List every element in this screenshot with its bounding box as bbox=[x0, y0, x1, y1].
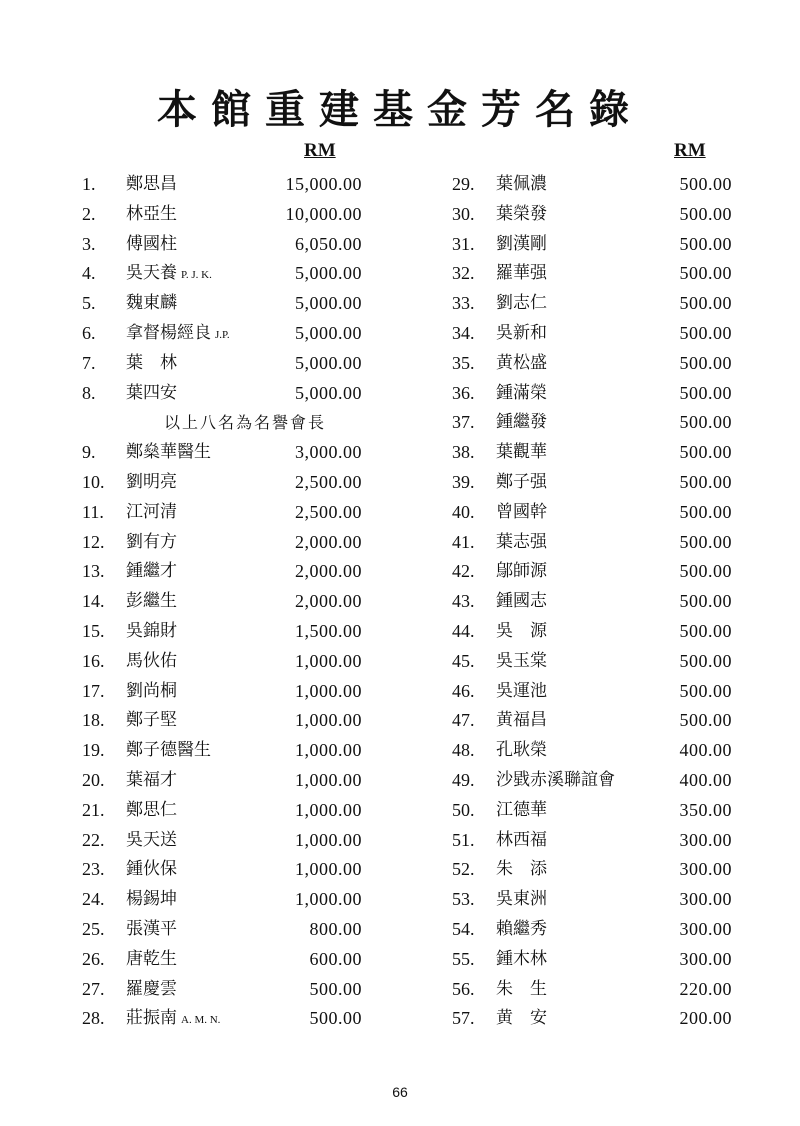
donor-row bbox=[452, 498, 752, 528]
donation-amount: 500.00 bbox=[679, 471, 732, 492]
donor-number: 10. bbox=[82, 471, 105, 492]
donor-name: 劉有方 bbox=[126, 531, 177, 552]
donor-name: 吳新和 bbox=[496, 322, 547, 343]
donor-row bbox=[452, 915, 752, 945]
donation-amount: 350.00 bbox=[679, 799, 732, 820]
donor-number: 49. bbox=[452, 769, 475, 790]
donation-amount: 15,000.00 bbox=[285, 174, 362, 194]
donation-amount: 500.00 bbox=[679, 680, 732, 701]
donation-amount: 300.00 bbox=[679, 859, 732, 880]
donor-title-tag: A. M. N. bbox=[181, 1014, 221, 1027]
donor-name-cell bbox=[496, 915, 547, 945]
donor-name-cell bbox=[126, 826, 177, 856]
donor-number: 2. bbox=[82, 203, 96, 224]
donation-amount: 800.00 bbox=[309, 918, 362, 939]
donor-name-cell bbox=[496, 975, 547, 1005]
donor-row bbox=[82, 259, 382, 289]
donor-row bbox=[82, 289, 382, 319]
donation-amount: 500.00 bbox=[679, 650, 732, 671]
donor-number: 34. bbox=[452, 322, 475, 343]
donor-row bbox=[82, 557, 382, 587]
donor-row bbox=[82, 468, 382, 498]
donor-name-cell bbox=[496, 885, 547, 915]
donor-name: 吳運池 bbox=[496, 680, 547, 701]
donor-name: 鄭思昌 bbox=[126, 174, 177, 194]
donation-amount: 500.00 bbox=[679, 263, 732, 284]
donation-amount: 1,000.00 bbox=[295, 769, 362, 790]
donor-name-cell bbox=[496, 677, 547, 707]
donor-name: 鄭思仁 bbox=[126, 799, 177, 820]
donor-name: 鍾木林 bbox=[496, 948, 547, 969]
donor-number: 20. bbox=[82, 769, 105, 790]
donor-name-cell bbox=[496, 647, 547, 677]
donor-number: 50. bbox=[452, 799, 475, 820]
donor-row bbox=[452, 379, 752, 409]
donation-amount: 500.00 bbox=[309, 978, 362, 999]
donation-amount: 500.00 bbox=[679, 233, 732, 254]
donor-row bbox=[82, 677, 382, 707]
donor-name-cell bbox=[126, 528, 177, 558]
donor-name: 唐乾生 bbox=[126, 948, 177, 969]
donor-name-cell bbox=[126, 885, 177, 915]
donor-number: 25. bbox=[82, 918, 105, 939]
donor-name: 吳玉棠 bbox=[496, 650, 547, 671]
donor-name-cell bbox=[496, 945, 547, 975]
donor-row bbox=[82, 319, 382, 349]
donor-number: 43. bbox=[452, 591, 475, 612]
donor-name: 拿督楊經良 bbox=[126, 322, 211, 343]
donor-name: 莊振南 bbox=[126, 1008, 177, 1029]
donor-name: 江河清 bbox=[126, 501, 177, 522]
donor-number: 21. bbox=[82, 799, 105, 820]
donor-number: 30. bbox=[452, 203, 475, 224]
donor-name-cell bbox=[126, 736, 211, 766]
donor-row bbox=[82, 706, 382, 736]
donor-number: 18. bbox=[82, 710, 105, 731]
donor-name-cell bbox=[496, 736, 547, 766]
donor-row bbox=[452, 796, 752, 826]
donation-amount: 1,500.00 bbox=[295, 620, 362, 641]
donor-name: 楊錫坤 bbox=[126, 889, 177, 910]
donor-number: 33. bbox=[452, 293, 475, 314]
donation-amount: 1,000.00 bbox=[295, 829, 362, 850]
donor-name: 林亞生 bbox=[126, 203, 177, 224]
donation-amount: 500.00 bbox=[679, 620, 732, 641]
donor-number: 56. bbox=[452, 978, 475, 999]
donor-row bbox=[452, 885, 752, 915]
donor-row bbox=[82, 170, 382, 200]
donor-name-cell bbox=[126, 647, 177, 677]
donor-column-left bbox=[82, 140, 382, 1034]
donor-number: 19. bbox=[82, 740, 105, 761]
donor-name: 張漢平 bbox=[126, 918, 177, 939]
donor-name: 鍾滿榮 bbox=[496, 382, 547, 403]
donor-name-cell bbox=[496, 796, 547, 826]
donor-number: 40. bbox=[452, 501, 475, 522]
donor-number: 47. bbox=[452, 710, 475, 731]
donor-number: 36. bbox=[452, 382, 475, 403]
donor-number: 17. bbox=[82, 680, 105, 701]
donor-number: 26. bbox=[82, 948, 105, 969]
donor-name: 劉明亮 bbox=[126, 471, 177, 492]
donation-amount: 500.00 bbox=[679, 561, 732, 582]
donor-number: 37. bbox=[452, 412, 475, 433]
donor-name-cell bbox=[126, 170, 177, 200]
donor-name: 羅華强 bbox=[496, 263, 547, 284]
donor-row bbox=[82, 855, 382, 885]
donor-row bbox=[82, 647, 382, 677]
donation-amount: 1,000.00 bbox=[295, 740, 362, 761]
donor-name-cell bbox=[496, 349, 547, 379]
donor-name: 葉志强 bbox=[496, 531, 547, 552]
donation-amount: 2,500.00 bbox=[295, 501, 362, 522]
donor-name: 江德華 bbox=[496, 799, 547, 820]
donor-row bbox=[82, 766, 382, 796]
donor-row bbox=[452, 349, 752, 379]
donation-amount: 500.00 bbox=[679, 322, 732, 343]
donation-amount: 2,000.00 bbox=[295, 531, 362, 552]
donor-name: 魏東麟 bbox=[126, 293, 177, 314]
donor-name-cell bbox=[496, 855, 547, 885]
donor-name-cell bbox=[126, 230, 177, 260]
donor-row bbox=[452, 766, 752, 796]
donation-amount: 1,000.00 bbox=[295, 799, 362, 820]
donor-number: 41. bbox=[452, 531, 475, 552]
donor-name-cell bbox=[126, 289, 177, 319]
donor-name-cell bbox=[126, 200, 177, 230]
donor-row bbox=[82, 736, 382, 766]
donor-row bbox=[82, 587, 382, 617]
donor-name-cell bbox=[126, 945, 177, 975]
donor-name: 鍾國志 bbox=[496, 591, 547, 612]
donation-amount: 5,000.00 bbox=[295, 293, 362, 314]
donor-name-cell bbox=[126, 766, 177, 796]
donor-number: 14. bbox=[82, 591, 105, 612]
donor-name: 彭繼生 bbox=[126, 591, 177, 612]
donor-number: 4. bbox=[82, 263, 96, 284]
donor-name-cell bbox=[496, 408, 547, 438]
donation-amount: 500.00 bbox=[679, 412, 732, 433]
donor-number: 3. bbox=[82, 233, 96, 254]
donor-title-tag: J.P. bbox=[215, 328, 230, 341]
donor-column-right bbox=[452, 140, 752, 1034]
donation-amount: 1,000.00 bbox=[295, 680, 362, 701]
honorary-note: 以上八名為名譽會長 bbox=[164, 413, 327, 433]
note-row bbox=[82, 408, 382, 438]
donor-name: 朱 添 bbox=[496, 859, 547, 880]
donor-number: 15. bbox=[82, 620, 105, 641]
donor-number: 27. bbox=[82, 978, 105, 999]
donor-row bbox=[452, 587, 752, 617]
donation-amount: 5,000.00 bbox=[295, 382, 362, 403]
donor-row bbox=[82, 379, 382, 409]
donation-amount: 500.00 bbox=[309, 1008, 362, 1029]
donation-amount: 2,000.00 bbox=[295, 591, 362, 612]
donor-name: 葉觀華 bbox=[496, 442, 547, 463]
donor-row bbox=[82, 975, 382, 1005]
donor-name: 鍾繼才 bbox=[126, 561, 177, 582]
donor-number: 1. bbox=[82, 174, 96, 194]
donor-row bbox=[452, 319, 752, 349]
donor-number: 53. bbox=[452, 889, 475, 910]
donor-name-cell bbox=[126, 557, 177, 587]
donor-name: 劉志仁 bbox=[496, 293, 547, 314]
donation-amount: 500.00 bbox=[679, 710, 732, 731]
donor-row bbox=[82, 885, 382, 915]
donation-amount: 5,000.00 bbox=[295, 322, 362, 343]
donor-row bbox=[452, 736, 752, 766]
donation-amount: 5,000.00 bbox=[295, 352, 362, 373]
donor-name-cell bbox=[496, 587, 547, 617]
donor-name-cell bbox=[496, 200, 547, 230]
donor-number: 5. bbox=[82, 293, 96, 314]
donor-name-cell bbox=[126, 706, 177, 736]
donation-amount: 10,000.00 bbox=[285, 203, 362, 224]
donor-row bbox=[82, 915, 382, 945]
donor-name-cell bbox=[496, 230, 547, 260]
donor-number: 46. bbox=[452, 680, 475, 701]
donor-name: 鄔師源 bbox=[496, 561, 547, 582]
donation-amount: 2,500.00 bbox=[295, 471, 362, 492]
donor-name-cell bbox=[496, 438, 547, 468]
donation-amount: 400.00 bbox=[679, 769, 732, 790]
donor-number: 8. bbox=[82, 382, 96, 403]
donation-amount: 2,000.00 bbox=[295, 561, 362, 582]
donation-amount: 500.00 bbox=[679, 591, 732, 612]
donor-number: 6. bbox=[82, 322, 96, 343]
donor-row bbox=[452, 259, 752, 289]
donor-name: 黄松盛 bbox=[496, 352, 547, 373]
donor-name-cell bbox=[126, 617, 177, 647]
donor-name-cell bbox=[496, 557, 547, 587]
donor-row bbox=[82, 528, 382, 558]
donor-name: 鄭子强 bbox=[496, 471, 547, 492]
donor-name-cell bbox=[126, 379, 177, 409]
donation-amount: 6,050.00 bbox=[295, 233, 362, 254]
donor-number: 9. bbox=[82, 442, 96, 463]
donation-amount: 300.00 bbox=[679, 889, 732, 910]
donor-name: 吳天送 bbox=[126, 829, 177, 850]
donor-number: 51. bbox=[452, 829, 475, 850]
donor-name: 傅國柱 bbox=[126, 233, 177, 254]
donor-name-cell bbox=[496, 319, 547, 349]
donor-row bbox=[82, 349, 382, 379]
donor-name: 鄭子德醫生 bbox=[126, 740, 211, 761]
donation-amount: 1,000.00 bbox=[295, 710, 362, 731]
donation-amount: 500.00 bbox=[679, 501, 732, 522]
donor-number: 55. bbox=[452, 948, 475, 969]
donation-amount: 500.00 bbox=[679, 442, 732, 463]
donor-name-cell bbox=[126, 855, 177, 885]
donor-title-tag: P. J. K. bbox=[181, 269, 212, 282]
donor-row bbox=[452, 975, 752, 1005]
donation-amount: 500.00 bbox=[679, 382, 732, 403]
donor-name: 吳錦財 bbox=[126, 620, 177, 641]
donor-name-cell bbox=[126, 259, 212, 291]
donation-amount: 5,000.00 bbox=[295, 263, 362, 284]
donor-name-cell bbox=[126, 498, 177, 528]
donor-number: 7. bbox=[82, 352, 96, 373]
donor-row bbox=[452, 945, 752, 975]
donor-name: 葉佩濃 bbox=[496, 174, 547, 194]
donor-name-cell bbox=[496, 706, 547, 736]
donor-name: 葉四安 bbox=[126, 382, 177, 403]
donor-name: 馬伙佑 bbox=[126, 650, 177, 671]
donation-amount: 300.00 bbox=[679, 918, 732, 939]
donor-name-cell bbox=[126, 468, 177, 498]
donation-amount: 220.00 bbox=[679, 978, 732, 999]
donor-row bbox=[452, 706, 752, 736]
donor-row bbox=[452, 557, 752, 587]
donation-amount: 3,000.00 bbox=[295, 442, 362, 463]
donor-row bbox=[82, 945, 382, 975]
donor-name: 葉 林 bbox=[126, 352, 177, 373]
donor-name-cell bbox=[496, 766, 615, 796]
donation-amount: 300.00 bbox=[679, 948, 732, 969]
donor-number: 39. bbox=[452, 471, 475, 492]
donor-name-cell bbox=[496, 379, 547, 409]
donor-row bbox=[452, 677, 752, 707]
donor-name: 沙戥赤溪聯誼會 bbox=[496, 769, 615, 790]
donor-name-cell bbox=[126, 796, 177, 826]
donor-name-cell bbox=[496, 528, 547, 558]
donor-row bbox=[452, 617, 752, 647]
donor-number: 45. bbox=[452, 650, 475, 671]
donor-name: 黄 安 bbox=[496, 1008, 547, 1029]
donation-amount: 500.00 bbox=[679, 531, 732, 552]
page-title: 本館重建基金芳名錄 bbox=[157, 87, 643, 133]
donor-name-cell bbox=[496, 468, 547, 498]
donor-name: 羅慶雲 bbox=[126, 978, 177, 999]
donor-name: 曾國幹 bbox=[496, 501, 547, 522]
donor-number: 22. bbox=[82, 829, 105, 850]
donor-number: 12. bbox=[82, 531, 105, 552]
currency-header: RM bbox=[304, 140, 336, 161]
donor-number: 16. bbox=[82, 650, 105, 671]
donor-number: 13. bbox=[82, 561, 105, 582]
donor-name: 劉尚桐 bbox=[126, 680, 177, 701]
donor-name-cell bbox=[126, 1004, 220, 1036]
donor-number: 35. bbox=[452, 352, 475, 373]
donor-number: 11. bbox=[82, 501, 104, 522]
donation-amount: 600.00 bbox=[309, 948, 362, 969]
donation-amount: 200.00 bbox=[679, 1008, 732, 1029]
donor-row bbox=[82, 200, 382, 230]
donor-name-cell bbox=[496, 289, 547, 319]
donor-number: 38. bbox=[452, 442, 475, 463]
donor-row bbox=[82, 438, 382, 468]
donor-name-cell bbox=[496, 826, 547, 856]
donor-number: 52. bbox=[452, 859, 475, 880]
donor-number: 31. bbox=[452, 233, 475, 254]
donation-amount: 1,000.00 bbox=[295, 650, 362, 671]
donor-name-cell bbox=[126, 677, 177, 707]
donation-amount: 500.00 bbox=[679, 203, 732, 224]
currency-header: RM bbox=[674, 140, 706, 161]
donor-row bbox=[452, 230, 752, 260]
donor-row bbox=[452, 170, 752, 200]
donor-number: 48. bbox=[452, 740, 475, 761]
donor-name: 吳東洲 bbox=[496, 889, 547, 910]
donor-name: 鄭燊華醫生 bbox=[126, 442, 211, 463]
donor-number: 24. bbox=[82, 889, 105, 910]
donor-row bbox=[452, 1004, 752, 1034]
donor-number: 28. bbox=[82, 1008, 105, 1029]
donor-number: 57. bbox=[452, 1008, 475, 1029]
donor-row bbox=[452, 408, 752, 438]
donor-name: 林西福 bbox=[496, 829, 547, 850]
donor-name: 劉漢剛 bbox=[496, 233, 547, 254]
donor-row bbox=[452, 855, 752, 885]
donor-name-cell bbox=[496, 259, 547, 289]
donor-name: 賴繼秀 bbox=[496, 918, 547, 939]
donor-name: 孔耿榮 bbox=[496, 740, 547, 761]
donor-row bbox=[452, 438, 752, 468]
donor-row bbox=[82, 796, 382, 826]
donation-amount: 1,000.00 bbox=[295, 859, 362, 880]
donor-name-cell bbox=[126, 319, 230, 351]
donor-name-cell bbox=[126, 975, 177, 1005]
donation-amount: 300.00 bbox=[679, 829, 732, 850]
donor-number: 23. bbox=[82, 859, 105, 880]
donor-row bbox=[82, 617, 382, 647]
donor-name-cell bbox=[496, 170, 547, 200]
donor-number: 42. bbox=[452, 561, 475, 582]
donor-name-cell bbox=[126, 587, 177, 617]
donor-name: 吳天養 bbox=[126, 263, 177, 284]
donor-name-cell bbox=[126, 915, 177, 945]
donation-amount: 400.00 bbox=[679, 740, 732, 761]
donor-number: 54. bbox=[452, 918, 475, 939]
donor-row bbox=[82, 826, 382, 856]
donor-row bbox=[82, 1004, 382, 1034]
donor-row bbox=[452, 647, 752, 677]
donor-row bbox=[452, 468, 752, 498]
donor-number: 32. bbox=[452, 263, 475, 284]
donor-name: 朱 生 bbox=[496, 978, 547, 999]
donor-name: 葉福才 bbox=[126, 769, 177, 790]
donor-name: 鍾伙保 bbox=[126, 859, 177, 880]
donation-amount: 1,000.00 bbox=[295, 889, 362, 910]
donor-row bbox=[452, 200, 752, 230]
donation-amount: 500.00 bbox=[679, 293, 732, 314]
donor-name: 鄭子堅 bbox=[126, 710, 177, 731]
donor-name-cell bbox=[126, 349, 177, 379]
donor-name: 吳 源 bbox=[496, 620, 547, 641]
donor-name-cell bbox=[126, 438, 211, 468]
donor-name: 鍾繼發 bbox=[496, 412, 547, 433]
donor-name: 葉榮發 bbox=[496, 203, 547, 224]
donor-name-cell bbox=[496, 1004, 547, 1034]
donor-row bbox=[452, 289, 752, 319]
donor-name: 黄福昌 bbox=[496, 710, 547, 731]
donor-number: 44. bbox=[452, 620, 475, 641]
donor-row bbox=[452, 528, 752, 558]
donor-name-cell bbox=[496, 617, 547, 647]
donor-name-cell bbox=[496, 498, 547, 528]
donation-amount: 500.00 bbox=[679, 174, 732, 194]
donation-amount: 500.00 bbox=[679, 352, 732, 373]
donor-row bbox=[82, 498, 382, 528]
page-number: 66 bbox=[392, 1084, 408, 1100]
donor-row bbox=[452, 826, 752, 856]
donor-number: 29. bbox=[452, 174, 475, 194]
donor-row bbox=[82, 230, 382, 260]
